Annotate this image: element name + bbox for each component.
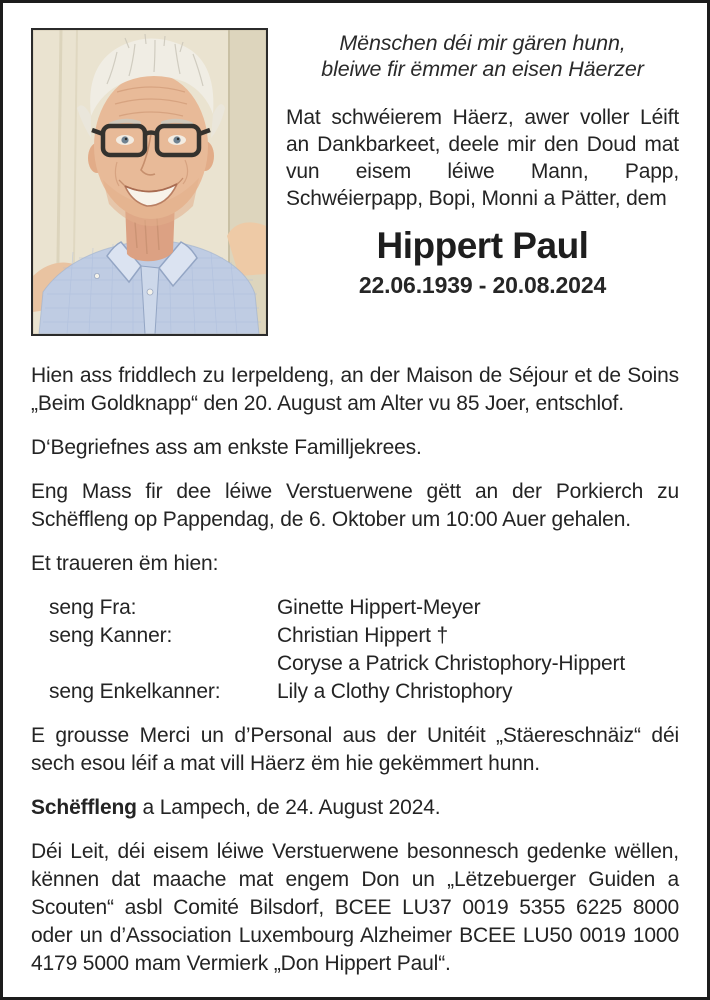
memorial-quote-line1: Mënschen déi mir gären hunn, — [339, 31, 626, 55]
family-label: seng Enkelkanner: — [49, 680, 221, 703]
family-row-children — [49, 622, 679, 650]
family-label: seng Kanner: — [49, 624, 173, 647]
family-value: Lily a Clothy Christophory — [277, 680, 513, 703]
memorial-quote — [286, 30, 679, 82]
death-paragraph: Hien ass friddlech zu Ierpeldeng, an der Maison de Séjour et de Soins „Beim Goldknapp“ den 20. August am Alter vu 85 Joer, entschlof. — [31, 364, 679, 415]
header-section — [31, 28, 679, 336]
family-value: Ginette Hippert-Meyer — [277, 596, 481, 619]
mass-paragraph: Eng Mass fir dee léiwe Verstuerwene gëtt an der Porkierch zu Schëffleng op Pappendag, de 6. Oktober um 10:00 Auer gehalen. — [31, 480, 679, 531]
family-label — [49, 650, 277, 678]
funeral-paragraph: D‘Begriefnes ass am enkste Familljekrees. — [31, 436, 422, 459]
family-value: Coryse a Patrick Christophory-Hippert — [277, 652, 626, 675]
donations-paragraph: Déi Leit, déi eisem léiwe Verstuerwene besonnesch gedenke wëllen, kënnen dat maache mat engem Don un „Lëtzebuerger Guiden a Scouten“ asbl Comité Bilsdorf, BCEE LU37 0019 5355 6225 8000 oder un d’Association Luxembourg Alzheimer BCEE LU50 0019 1000 4179 5000 mam Vermierk „Don Hippert Paul“. — [31, 840, 679, 975]
header-text-column — [286, 28, 679, 336]
family-row-children-2 — [49, 650, 679, 678]
announcement-body — [31, 362, 679, 978]
portrait-illustration — [33, 30, 266, 334]
dateline — [31, 794, 679, 822]
intro-paragraph: Mat schwéierem Häerz, awer voller Léift an Dankbarkeet, deele mir den Doud mat vun eisem léiwe Mann, Papp, Schwéierpapp, Bopi, Monni a Pätter, dem — [286, 106, 679, 210]
family-row-wife — [49, 594, 679, 622]
dateline-place: Schëffleng — [31, 796, 137, 819]
life-dates: 22.06.1939 - 20.08.2024 — [358, 272, 607, 298]
dateline-rest: a Lampech, de 24. August 2024. — [136, 796, 441, 819]
family-list — [49, 594, 679, 706]
mourners-intro: Et traueren ëm hien: — [31, 552, 219, 575]
portrait-photo — [31, 28, 268, 336]
family-row-grandchildren — [49, 678, 679, 706]
family-value: Christian Hippert † — [277, 624, 449, 647]
deceased-name: Hippert Paul — [376, 225, 589, 266]
family-label: seng Fra: — [49, 596, 137, 619]
memorial-quote-line2: bleiwe fir ëmmer an eisen Häerzer — [321, 57, 644, 81]
thanks-paragraph: E grousse Merci un d’Personal aus der Unitéit „Stäereschnäiz“ déi sech esou léif a mat vill Häerz ëm hie gekëmmert hunn. — [31, 724, 679, 775]
